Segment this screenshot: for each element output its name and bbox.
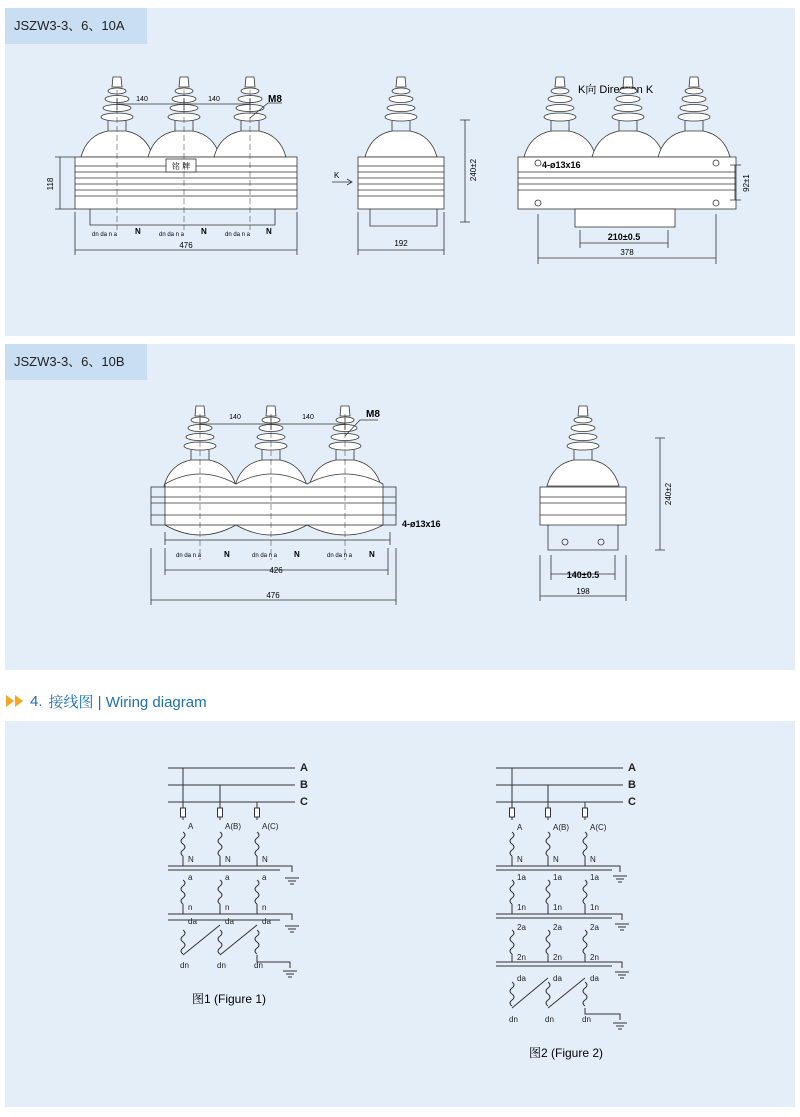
figure-2: [496, 768, 629, 1029]
a-view-k-height: 92±1: [742, 174, 751, 192]
f2-tert-a-1: da: [517, 974, 526, 983]
f2-sec2-a-2: 2a: [553, 923, 562, 932]
model-a-tab: JSZW3-3、6、10A: [5, 8, 147, 44]
a-nameplate: 铭 牌: [171, 162, 191, 171]
f2-sec1-a-3: 1a: [590, 873, 599, 882]
b-front-view: [151, 406, 396, 605]
b-front-inner: 426: [269, 566, 283, 575]
f1-primary-1: A: [188, 822, 194, 831]
f1-tert-a-1: da: [188, 917, 197, 926]
f1-tert-n-3: dn: [254, 961, 263, 970]
f1-sec-n-2: n: [225, 903, 230, 912]
figure-1-caption: 图1 (Figure 1): [191, 992, 267, 1006]
a-terminal-1: dn da n a: [92, 232, 118, 238]
f2-sec2-n-2: 2n: [553, 953, 562, 962]
f2-sec2-n-3: 2n: [590, 953, 599, 962]
f2-tert-a-2: da: [553, 974, 562, 983]
f2-sec1-a-1: 1a: [517, 873, 526, 882]
f1-sec-a-3: a: [262, 873, 267, 882]
f1-tert-n-2: dn: [217, 961, 226, 970]
f1-tert-a-2: da: [225, 917, 234, 926]
a-terminal-2: dn da n a: [159, 232, 185, 238]
f1-primary-2: A(B): [225, 822, 241, 831]
a-terminal-n3: N: [266, 227, 272, 236]
a-view-k-holes: 4-ø13x16: [542, 160, 581, 170]
f1-neutral-3: N: [262, 855, 268, 864]
f2-phase-b: B: [628, 779, 636, 791]
b-side-height: 240±2: [664, 482, 673, 506]
f2-sec2-n-1: 2n: [517, 953, 526, 962]
a-terminal-n2: N: [201, 227, 207, 236]
f2-neutral-3: N: [590, 855, 596, 864]
f2-tert-n-3: dn: [582, 1015, 591, 1024]
a-view-k-title: K向 Direction K: [578, 84, 654, 96]
a-side-height: 240±2: [469, 158, 478, 182]
f2-phase-c: C: [628, 796, 636, 808]
f2-phase-a: A: [628, 762, 636, 774]
model-b-tab: JSZW3-3、6、10B: [5, 344, 147, 380]
b-front-dim2: 140: [302, 414, 314, 421]
f1-tert-a-3: da: [262, 917, 271, 926]
b-terminal-2: dn da n a: [252, 553, 278, 559]
a-front-height: 118: [46, 177, 55, 191]
a-front-dim1: 140: [136, 96, 148, 103]
b-terminal-n3: N: [369, 550, 375, 559]
f2-sec1-n-3: 1n: [590, 903, 599, 912]
f2-sec1-n-1: 1n: [517, 903, 526, 912]
wiring-title: 接线图 | Wiring diagram: [48, 693, 207, 711]
b-terminal-n2: N: [294, 550, 300, 559]
b-front-holes: 4-ø13x16: [402, 519, 441, 529]
b-side-view: [540, 406, 665, 601]
f1-sec-n-3: n: [262, 903, 267, 912]
a-front-length: 476: [179, 241, 193, 250]
a-side-width: 192: [394, 239, 408, 248]
f2-primary-1: A: [517, 823, 523, 832]
f2-primary-2: A(B): [553, 823, 569, 832]
f1-tert-n-1: dn: [180, 961, 189, 970]
f2-neutral-2: N: [553, 855, 559, 864]
f2-neutral-1: N: [517, 855, 523, 864]
f1-phase-c: C: [300, 796, 308, 808]
b-front-dim1: 140: [229, 414, 241, 421]
b-side-inner: 140±0.5: [566, 570, 600, 580]
b-front-outer: 476: [266, 591, 280, 600]
f1-neutral-1: N: [188, 855, 194, 864]
f1-phase-b: B: [300, 779, 308, 791]
a-view-k-outer: 378: [620, 248, 634, 257]
f1-sec-a-1: a: [188, 873, 193, 882]
f2-tert-a-3: da: [590, 974, 599, 983]
f1-primary-3: A(C): [262, 822, 279, 831]
b-terminal-1: dn da n a: [176, 553, 202, 559]
b-side-outer: 198: [576, 587, 590, 596]
f2-tert-n-1: dn: [509, 1015, 518, 1024]
a-side-view: [332, 77, 470, 255]
f2-sec2-a-3: 2a: [590, 923, 599, 932]
wiring-number: 4.: [30, 692, 43, 710]
f2-primary-3: A(C): [590, 823, 607, 832]
b-terminal-n1: N: [224, 550, 230, 559]
a-front-bolt: M8: [268, 94, 282, 105]
a-view-marker: K: [334, 171, 340, 180]
f2-sec2-a-1: 2a: [517, 923, 526, 932]
b-terminal-3: dn da n a: [327, 553, 353, 559]
f1-sec-n-1: n: [188, 903, 193, 912]
f1-sec-a-2: a: [225, 873, 230, 882]
a-terminal-3: dn da n a: [225, 232, 251, 238]
f2-sec1-a-2: 1a: [553, 873, 562, 882]
a-front-dim2: 140: [208, 96, 220, 103]
a-terminal-n1: N: [135, 227, 141, 236]
b-front-bolt: M8: [366, 409, 380, 420]
figure-2-caption: 图2 (Figure 2): [528, 1046, 604, 1060]
f2-sec1-n-2: 1n: [553, 903, 562, 912]
a-view-k-inner: 210±0.5: [607, 232, 641, 242]
f1-neutral-2: N: [225, 855, 231, 864]
f2-tert-n-2: dn: [545, 1015, 554, 1024]
f1-phase-a: A: [300, 762, 308, 774]
